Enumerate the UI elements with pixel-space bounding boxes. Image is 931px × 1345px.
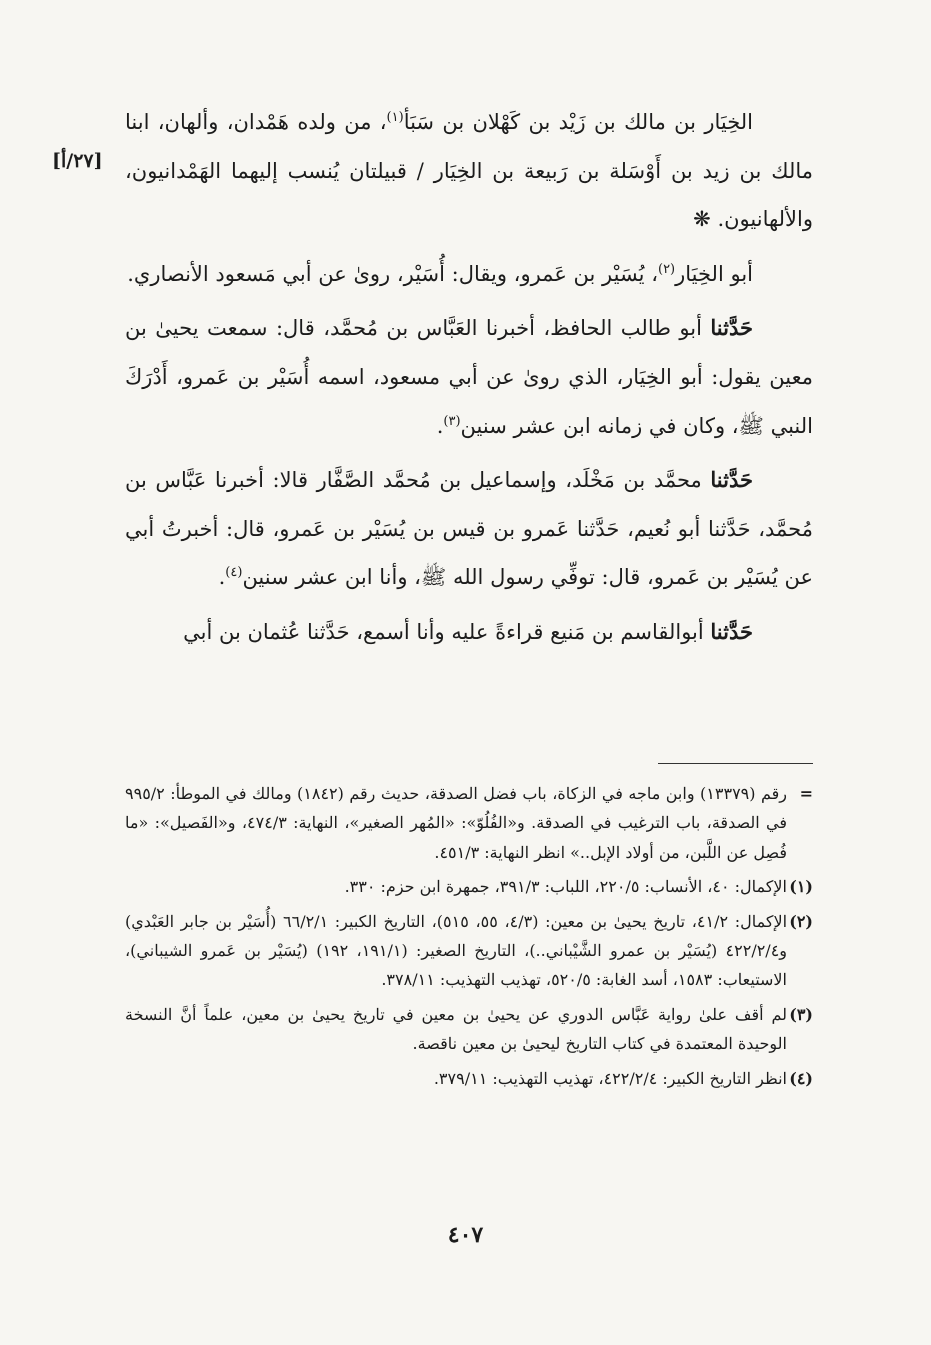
- entry-khiyar-text-end: ، من ولده هَمْدان، وألهان، ابنا مالك بن زيد بن أَوْسَلة بن رَبيعة بن الخِيَار / قبيلتان يُنسب إليهما الهَمْدانيون، والألهانيون. ❋: [125, 110, 813, 232]
- main-text: [125, 98, 813, 663]
- paragraph-isnad-3: [125, 608, 813, 657]
- haddathana-keyword: حَدَّثنا: [710, 315, 753, 341]
- isnad-2-text: محمَّد بن مَخْلَد، وإسماعيل بن مُحمَّد الصَّفَّار قالا: أخبرنا عَبَّاس بن مُحمَّد، حَدَّثنا أبو نُعيم، حَدَّثنا عَمرو بن قيس بن يُسَيْر بن عَمرو، قال: أخبرتُ أبي عن يُسَيْر بن عَمرو، قال: توفِّي رسول الله ﷺ، وأنا ابن عشر سنين: [125, 468, 813, 590]
- footnote-number: =: [799, 784, 813, 803]
- footnote-text: انظر التاريخ الكبير: ٤٢٢/٢/٤، تهذيب التهذيب: ٣٧٩/١١.: [433, 1068, 787, 1088]
- footnote-number: (١): [789, 877, 813, 897]
- entry-abu-khiyar-text: أبو الخِيَار: [675, 261, 753, 286]
- paragraph-isnad-2: [125, 456, 813, 602]
- footnote-ref-1: (١): [386, 110, 404, 125]
- footnote-2: [125, 907, 813, 995]
- footnote-number: (٢): [789, 911, 813, 931]
- margin-folio-reference: [٢٧/أ]: [52, 150, 103, 172]
- footnote-ref-3: (٣): [443, 413, 461, 429]
- isnad-1-text-end: .: [436, 413, 444, 438]
- footnotes: [125, 779, 813, 1098]
- paragraph-isnad-1: [125, 304, 813, 450]
- footnote-text: الإكمال: ٤١/٢، تاريخ يحيىٰ بن معين: (٤/٣، ٥٥، ٥١٥)، التاريخ الكبير: ٦٦/٢/١ (أُسَيْر بن جابر العَبْدي) و٤٢٢/٢/٤ (يُسَيْر بن عمرو الشَّيْباني..)، التاريخ الصغير: (١٩١/١، ١٩٢) (يُسَيْر بن عَمرو الشيباني)، الاستيعاب: ١٥٨٣، أسد الغابة: ٥٢٠/٥، تهذيب التهذيب: ٣٧٨/١١.: [125, 911, 788, 990]
- footnote-1: [125, 872, 813, 901]
- isnad-1-text: أبو طالب الحافظ، أخبرنا العَبَّاس بن مُحمَّد، قال: سمعت يحيىٰ بن معين يقول: أبو الخِيَار، الذي روىٰ عن أبي مسعود، اسمه أُسَيْر بن عَمرو، أَدْرَكَ النبي ﷺ، وكان في زمانه ابن عشر سنين: [125, 316, 813, 438]
- entry-khiyar-text: الخِيَار بن مالك بن زَيْد بن كَهْلان بن سَبَأ: [403, 110, 753, 134]
- entry-abu-khiyar-text-end: ، يُسَيْر بن عَمرو، ويقال: أُسَيْر، روىٰ عن أبي مَسعود الأنصاري.: [127, 261, 658, 286]
- isnad-2-text-end: .: [218, 565, 226, 590]
- page-number: ٤٠٧: [447, 1222, 484, 1248]
- footnote-continuation: [125, 779, 813, 867]
- footnote-ref-4: (٤): [225, 565, 243, 581]
- footnote-number: (٤): [789, 1068, 813, 1088]
- footnote-separator: [658, 763, 813, 764]
- footnote-text: الإكمال: ٤٠، الأنساب: ٢٢٠/٥، اللباب: ٣٩١/٣، جمهرة ابن حزم: ٣٣٠.: [344, 877, 787, 897]
- footnote-ref-2: (٢): [657, 261, 676, 277]
- footnote-text: رقم (١٣٣٧٩) وابن ماجه في الزكاة، باب فضل الصدقة، حديث رقم (١٨٤٢) ومالك في الموطأ: ٩٩٥/٢ في الصدقة، باب الترغيب في الصدقة. و«الفُلُوّ»: «المُهر الصغير»، النهاية: ٤٧٤/٣، و«الفَصيل»: «ما فُصِل عن اللَّبن، من أولاد الإبل..» انظر النهاية: ٤٥١/٣.: [125, 784, 787, 862]
- footnote-3: [125, 1000, 813, 1059]
- isnad-3-text: أبوالقاسم بن مَنيع قراءةً عليه وأنا أسمع، حَدَّثنا عُثمان بن أبي: [183, 619, 711, 644]
- haddathana-keyword: حَدَّثنا: [710, 467, 753, 493]
- footnote-text: لم أقف علىٰ رواية عَبَّاس الدوري عن يحيىٰ بن معين في تاريخ يحيىٰ بن معين، علماً أنَّ النسخة الوحيدة المعتمدة في كتاب التاريخ ليحيىٰ بن معين ناقصة.: [125, 1004, 787, 1054]
- footnote-4: [125, 1064, 813, 1093]
- paragraph-entry-khiyar: [125, 98, 813, 244]
- haddathana-keyword: حَدَّثنا: [710, 618, 753, 644]
- paragraph-entry-abu-khiyar: [125, 250, 813, 299]
- footnote-number: (٣): [789, 1004, 813, 1024]
